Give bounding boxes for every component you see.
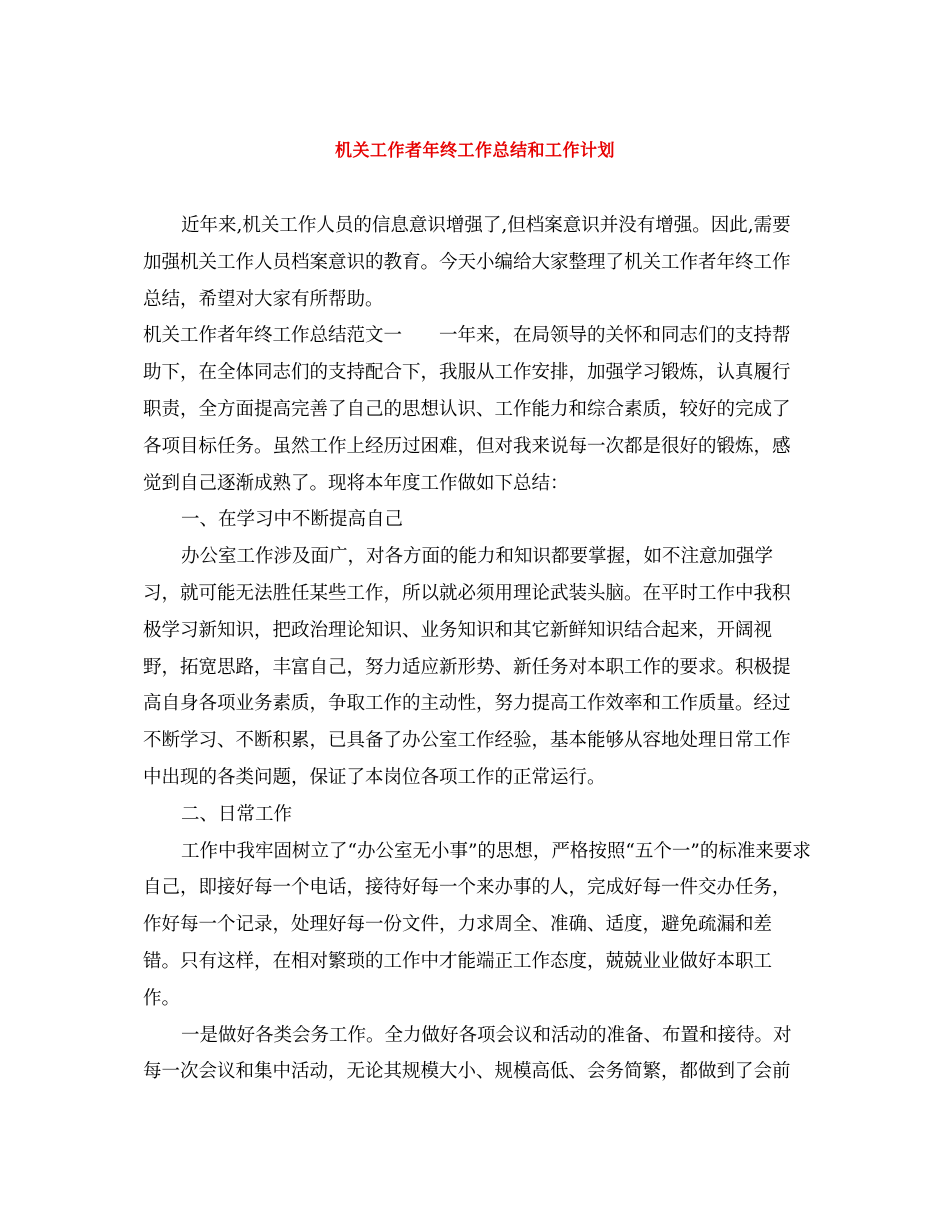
paragraph-line: 每一次会议和集中活动，无论其规模大小、规模高低、会务简繁，都做到了会前 <box>143 1061 791 1083</box>
paragraph-line: 作好每一个记录，处理好每一份文件，力求周全、准确、适度，避免疏漏和差 <box>143 914 773 936</box>
paragraph-line: 极学习新知识，把政治理论知识、业务知识和其它新鲜知识结合起来，开阔视 <box>143 619 773 641</box>
paragraph-line: 助下，在全体同志们的支持配合下，我服从工作安排，加强学习锻炼，认真履行 <box>143 362 791 384</box>
paragraph-line: 不断学习、不断积累，已具备了办公室工作经验，基本能够从容地处理日常工作 <box>143 730 791 752</box>
paragraph-line: 近年来,机关工作人员的信息意识增强了,但档案意识并没有增强。因此,需要 <box>181 215 791 236</box>
paragraph-line: 职责，全方面提高完善了自己的思想认识、工作能力和综合素质，较好的完成了 <box>143 398 791 420</box>
paragraph-line: 高自身各项业务素质，争取工作的主动性，努力提高工作效率和工作质量。经过 <box>143 693 791 715</box>
paragraph-line: 工作中我牢固树立了“办公室无小事”的思想，严格按照“五个一”的标准来要求 <box>181 840 811 862</box>
section-heading: 一、在学习中不断提高自己 <box>181 509 404 531</box>
paragraph-line: 机关工作者年终工作总结范文一 一年来，在局领导的关怀和同志们的支持帮 <box>143 325 791 347</box>
paragraph-line: 错。只有这样，在相对繁琐的工作中才能端正工作态度，兢兢业业做好本职工 <box>143 950 773 972</box>
paragraph-line: 办公室工作涉及面广，对各方面的能力和知识都要掌握，如不注意加强学 <box>181 546 774 568</box>
paragraph-line: 觉到自己逐渐成熟了。现将本年度工作做如下总结： <box>143 472 569 494</box>
paragraph-line: 自己，即接好每一个电话，接待好每一个来办事的人，完成好每一件交办任务， <box>143 877 791 899</box>
document-title: 机关工作者年终工作总结和工作计划 <box>335 141 615 161</box>
paragraph-line: 野，拓宽思路，丰富自己，努力适应新形势、新任务对本职工作的要求。积极提 <box>143 656 791 678</box>
paragraph-line: 总结，希望对大家有所帮助。 <box>143 288 384 310</box>
paragraph-line: 加强机关工作人员档案意识的教育。今天小编给大家整理了机关工作者年终工作 <box>143 251 791 273</box>
document-body <box>143 208 811 1091</box>
paragraph-line: 中出现的各类问题，保证了本岗位各项工作的正常运行。 <box>143 766 606 788</box>
paragraph-line: 一是做好各类会务工作。全力做好各项会议和活动的准备、布置和接待。对 <box>181 1024 792 1046</box>
paragraph-line: 作。 <box>143 987 181 1009</box>
paragraph-line: 各项目标任务。虽然工作上经历过困难，但对我来说每一次都是很好的锻炼，感 <box>143 435 791 457</box>
paragraph-line: 习，就可能无法胜任某些工作，所以就必须用理论武装头脑。在平时工作中我积 <box>143 582 791 604</box>
section-heading: 二、日常工作 <box>181 803 293 825</box>
